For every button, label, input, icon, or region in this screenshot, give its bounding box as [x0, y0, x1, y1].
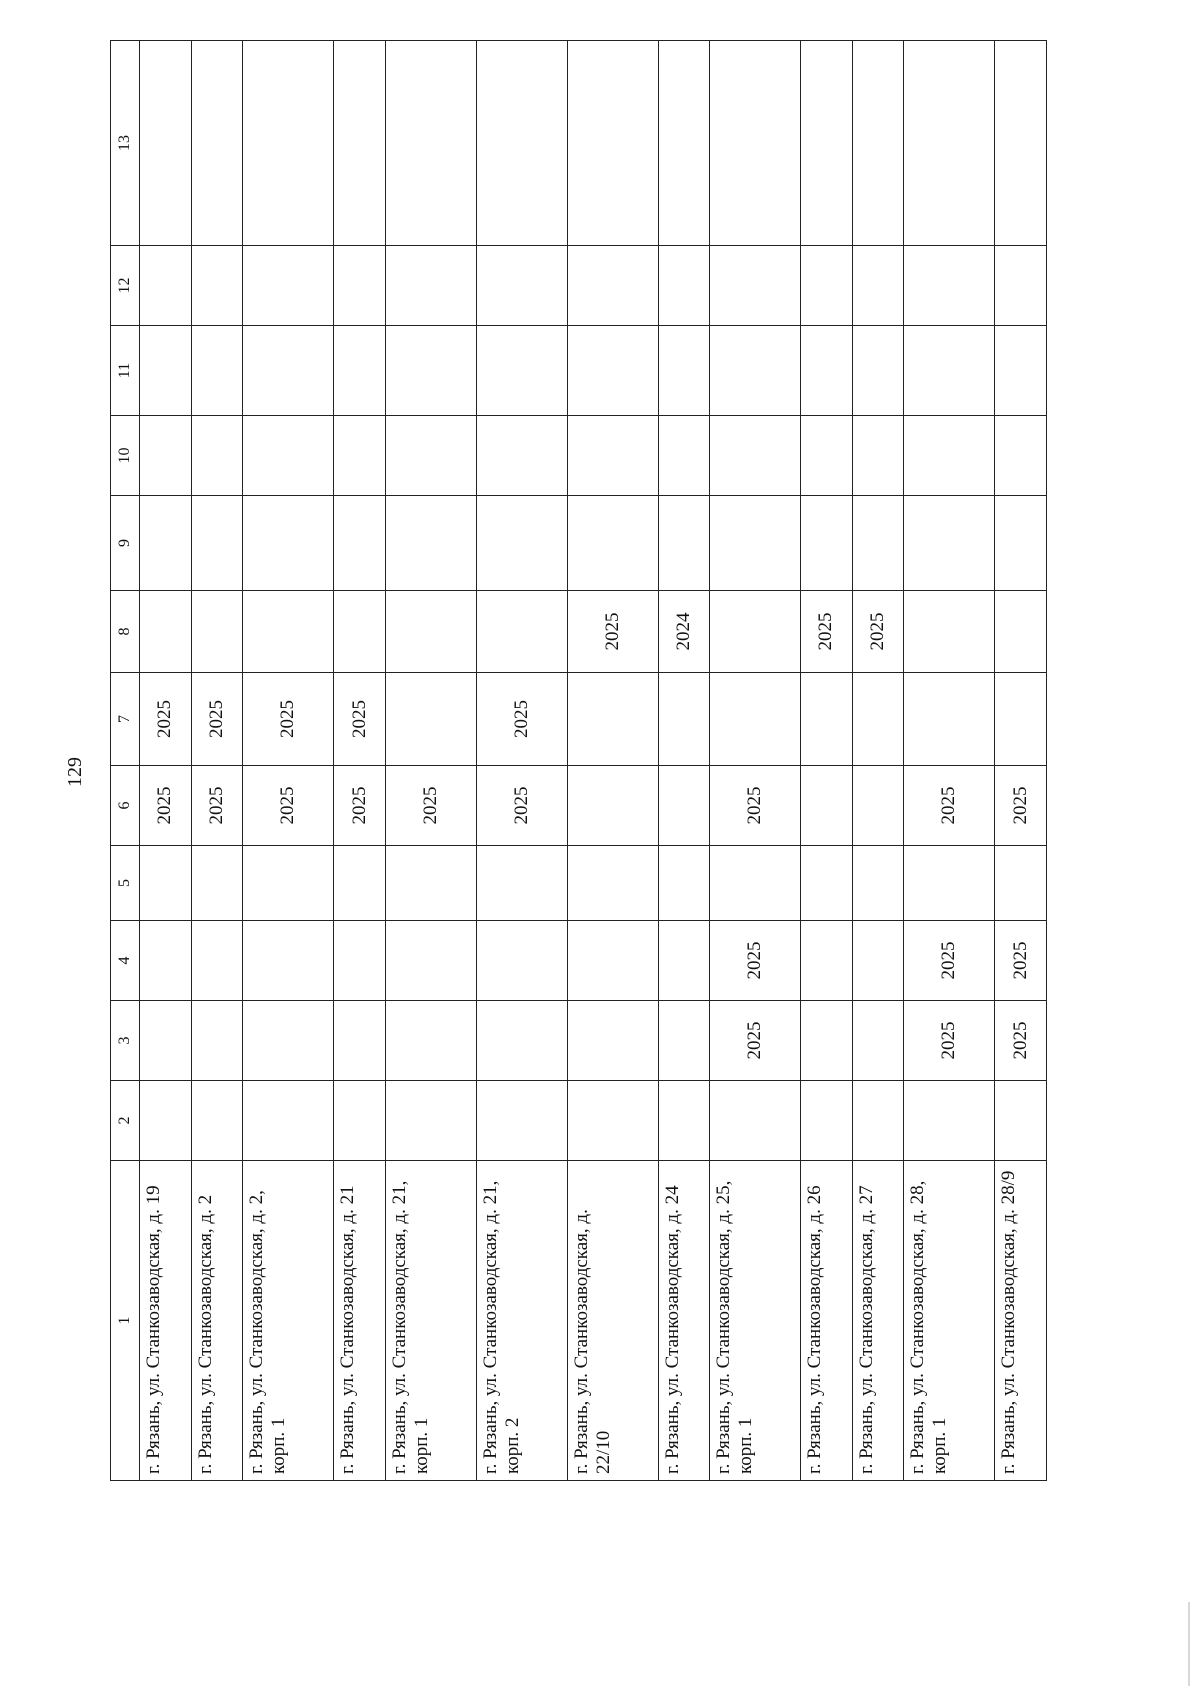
year-cell [385, 416, 476, 496]
column-header-3: 3 [111, 1001, 140, 1081]
year-cell [658, 246, 710, 326]
table-row [995, 41, 1047, 1481]
year-cell [995, 846, 1047, 921]
year-cell [191, 846, 243, 921]
page-number: 129 [64, 757, 86, 787]
column-header-1: 1 [111, 1161, 140, 1481]
year-cell [852, 41, 904, 246]
year-cell [567, 766, 658, 846]
year-cell [385, 591, 476, 673]
year-cell [191, 416, 243, 496]
year-cell: 2025 [995, 766, 1047, 846]
year-cell [140, 921, 192, 1001]
table-row [243, 41, 334, 1481]
year-cell [567, 416, 658, 496]
year-cell [243, 846, 334, 921]
year-cell: 2025 [710, 921, 801, 1001]
column-header-13: 13 [111, 41, 140, 246]
year-cell [801, 673, 853, 766]
year-cell [243, 1081, 334, 1161]
year-cell [140, 496, 192, 591]
year-cell [385, 326, 476, 416]
schedule-table [110, 40, 1047, 1481]
year-cell [710, 591, 801, 673]
table-row [904, 41, 995, 1481]
year-cell [334, 246, 386, 326]
year-cell [385, 921, 476, 1001]
year-cell [801, 246, 853, 326]
year-cell [243, 921, 334, 1001]
year-cell [904, 846, 995, 921]
year-cell [334, 416, 386, 496]
year-cell [995, 416, 1047, 496]
address-cell: г. Рязань, ул. Станкозаводская, д. 28, корп. 1 [904, 1161, 995, 1481]
year-cell [801, 41, 853, 246]
table-row [567, 41, 658, 1481]
year-cell [191, 1081, 243, 1161]
year-cell [243, 591, 334, 673]
year-cell [995, 41, 1047, 246]
year-cell: 2025 [801, 591, 853, 673]
year-cell [243, 326, 334, 416]
year-cell: 2025 [243, 766, 334, 846]
year-cell [658, 41, 710, 246]
year-cell [140, 246, 192, 326]
year-cell [904, 41, 995, 246]
year-cell [567, 1001, 658, 1081]
year-cell [385, 1081, 476, 1161]
year-cell [191, 496, 243, 591]
year-cell [567, 1081, 658, 1161]
year-cell [191, 41, 243, 246]
year-cell: 2025 [334, 673, 386, 766]
year-cell: 2025 [334, 766, 386, 846]
year-cell [801, 496, 853, 591]
year-cell [801, 766, 853, 846]
year-cell [334, 41, 386, 246]
year-cell: 2025 [191, 766, 243, 846]
year-cell [140, 1001, 192, 1081]
year-cell [140, 591, 192, 673]
year-cell [140, 846, 192, 921]
column-header-5: 5 [111, 846, 140, 921]
year-cell [140, 416, 192, 496]
year-cell [710, 496, 801, 591]
year-cell [476, 416, 567, 496]
year-cell: 2025 [191, 673, 243, 766]
address-cell: г. Рязань, ул. Станкозаводская, д. 21, корп. 2 [476, 1161, 567, 1481]
year-cell [801, 1001, 853, 1081]
year-cell [710, 41, 801, 246]
year-cell [995, 496, 1047, 591]
year-cell [385, 1001, 476, 1081]
table-body [140, 41, 1047, 1481]
year-cell: 2025 [904, 766, 995, 846]
year-cell [658, 673, 710, 766]
year-cell [658, 1081, 710, 1161]
year-cell: 2025 [476, 673, 567, 766]
year-cell [710, 416, 801, 496]
address-cell: г. Рязань, ул. Станкозаводская, д. 19 [140, 1161, 192, 1481]
year-cell [995, 1081, 1047, 1161]
table-row [710, 41, 801, 1481]
year-cell [334, 496, 386, 591]
year-cell [710, 246, 801, 326]
year-cell [852, 326, 904, 416]
year-cell [191, 326, 243, 416]
year-cell [191, 246, 243, 326]
year-cell [476, 921, 567, 1001]
year-cell [852, 766, 904, 846]
address-cell: г. Рязань, ул. Станкозаводская, д. 26 [801, 1161, 853, 1481]
year-cell [658, 496, 710, 591]
year-cell: 2025 [140, 766, 192, 846]
year-cell [385, 41, 476, 246]
column-header-6: 6 [111, 766, 140, 846]
year-cell [801, 326, 853, 416]
year-cell [658, 416, 710, 496]
year-cell [852, 1001, 904, 1081]
table-row [385, 41, 476, 1481]
year-cell [385, 246, 476, 326]
table-row [476, 41, 567, 1481]
year-cell [243, 1001, 334, 1081]
year-cell [243, 41, 334, 246]
year-cell [658, 846, 710, 921]
address-cell: г. Рязань, ул. Станкозаводская, д. 21 [334, 1161, 386, 1481]
column-header-9: 9 [111, 496, 140, 591]
year-cell [658, 921, 710, 1001]
year-cell [658, 1001, 710, 1081]
year-cell: 2025 [995, 921, 1047, 1001]
year-cell [243, 246, 334, 326]
year-cell: 2025 [140, 673, 192, 766]
year-cell [801, 1081, 853, 1161]
address-cell: г. Рязань, ул. Станкозаводская, д. 24 [658, 1161, 710, 1481]
table-row [191, 41, 243, 1481]
year-cell [243, 496, 334, 591]
year-cell [904, 416, 995, 496]
year-cell [852, 496, 904, 591]
year-cell [476, 246, 567, 326]
year-cell [334, 326, 386, 416]
year-cell [904, 246, 995, 326]
year-cell [385, 846, 476, 921]
year-cell [852, 921, 904, 1001]
year-cell [710, 846, 801, 921]
year-cell [904, 1081, 995, 1161]
year-cell [710, 673, 801, 766]
year-cell [140, 1081, 192, 1161]
year-cell [191, 921, 243, 1001]
year-cell [852, 846, 904, 921]
year-cell: 2025 [904, 921, 995, 1001]
year-cell [567, 41, 658, 246]
year-cell [710, 1081, 801, 1161]
table-row [140, 41, 192, 1481]
year-cell [191, 1001, 243, 1081]
year-cell: 2025 [710, 1001, 801, 1081]
year-cell: 2024 [658, 591, 710, 673]
year-cell [904, 673, 995, 766]
year-cell: 2025 [995, 1001, 1047, 1081]
address-cell: г. Рязань, ул. Станкозаводская, д. 21, корп. 1 [385, 1161, 476, 1481]
year-cell [852, 673, 904, 766]
table-row [334, 41, 386, 1481]
address-cell: г. Рязань, ул. Станкозаводская, д. 28/9 [995, 1161, 1047, 1481]
year-cell [852, 416, 904, 496]
address-cell: г. Рязань, ул. Станкозаводская, д. 22/10 [567, 1161, 658, 1481]
scan-edge-mark [1188, 1602, 1190, 1686]
column-header-8: 8 [111, 591, 140, 673]
address-cell: г. Рязань, ул. Станкозаводская, д. 25, корп. 1 [710, 1161, 801, 1481]
column-header-7: 7 [111, 673, 140, 766]
year-cell: 2025 [710, 766, 801, 846]
header-row [111, 41, 140, 1481]
column-header-11: 11 [111, 326, 140, 416]
column-header-4: 4 [111, 921, 140, 1001]
year-cell [801, 416, 853, 496]
year-cell [243, 416, 334, 496]
year-cell [140, 41, 192, 246]
year-cell [904, 496, 995, 591]
year-cell [567, 496, 658, 591]
year-cell [334, 921, 386, 1001]
year-cell [476, 591, 567, 673]
year-cell [191, 591, 243, 673]
year-cell [476, 41, 567, 246]
table-row [852, 41, 904, 1481]
year-cell [567, 246, 658, 326]
column-header-12: 12 [111, 246, 140, 326]
year-cell [476, 846, 567, 921]
address-cell: г. Рязань, ул. Станкозаводская, д. 27 [852, 1161, 904, 1481]
year-cell [710, 326, 801, 416]
year-cell [334, 1001, 386, 1081]
year-cell: 2025 [476, 766, 567, 846]
column-header-10: 10 [111, 416, 140, 496]
year-cell [334, 846, 386, 921]
year-cell [476, 1081, 567, 1161]
year-cell [658, 766, 710, 846]
year-cell [995, 326, 1047, 416]
year-cell [904, 591, 995, 673]
year-cell [995, 673, 1047, 766]
year-cell [852, 1081, 904, 1161]
address-cell: г. Рязань, ул. Станкозаводская, д. 2 [191, 1161, 243, 1481]
year-cell: 2025 [385, 766, 476, 846]
year-cell [801, 921, 853, 1001]
year-cell [567, 921, 658, 1001]
year-cell [385, 496, 476, 591]
table-row [801, 41, 853, 1481]
year-cell [995, 591, 1047, 673]
year-cell [658, 326, 710, 416]
year-cell [385, 673, 476, 766]
year-cell [140, 326, 192, 416]
year-cell [995, 246, 1047, 326]
year-cell [476, 1001, 567, 1081]
year-cell [334, 591, 386, 673]
year-cell [567, 326, 658, 416]
year-cell [801, 846, 853, 921]
year-cell: 2025 [243, 673, 334, 766]
year-cell: 2025 [567, 591, 658, 673]
year-cell [904, 326, 995, 416]
column-header-2: 2 [111, 1081, 140, 1161]
year-cell [567, 673, 658, 766]
address-cell: г. Рязань, ул. Станкозаводская, д. 2, корп. 1 [243, 1161, 334, 1481]
year-cell [334, 1081, 386, 1161]
year-cell [476, 496, 567, 591]
year-cell [852, 246, 904, 326]
year-cell [476, 326, 567, 416]
table-row [658, 41, 710, 1481]
table-container [110, 41, 1047, 1481]
year-cell: 2025 [852, 591, 904, 673]
year-cell: 2025 [904, 1001, 995, 1081]
year-cell [567, 846, 658, 921]
